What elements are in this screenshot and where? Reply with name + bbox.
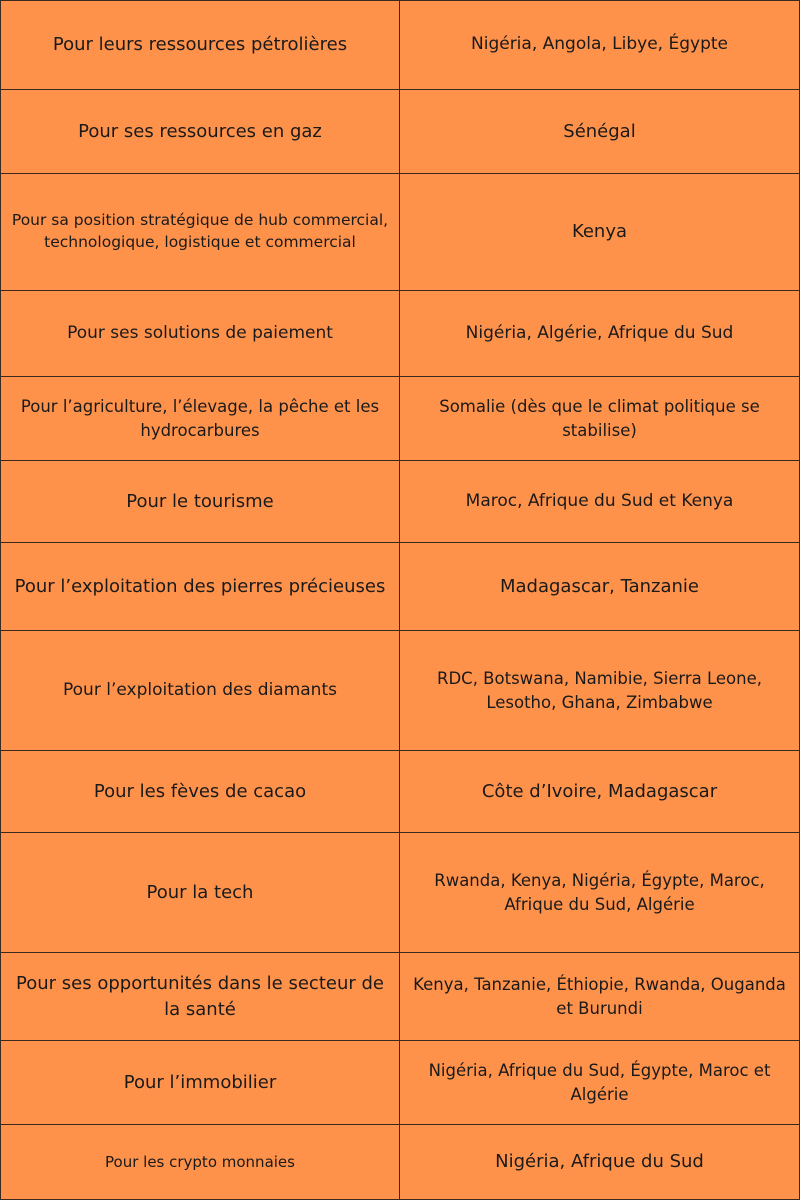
sector-cell: Pour ses solutions de paiement	[0, 291, 400, 376]
countries-cell: Sénégal	[400, 90, 800, 173]
table-row	[0, 0, 800, 89]
countries-cell: Nigéria, Afrique du Sud	[400, 1125, 800, 1199]
sector-cell: Pour les fèves de cacao	[0, 751, 400, 832]
table-row	[0, 832, 800, 952]
countries-cell: RDC, Botswana, Namibie, Sierra Leone, Lesotho, Ghana, Zimbabwe	[400, 631, 800, 750]
table-row	[0, 630, 800, 750]
table-row	[0, 173, 800, 290]
countries-cell: Madagascar, Tanzanie	[400, 543, 800, 630]
sector-cell: Pour les crypto monnaies	[0, 1125, 400, 1199]
countries-cell: Côte d’Ivoire, Madagascar	[400, 751, 800, 832]
countries-cell: Maroc, Afrique du Sud et Kenya	[400, 461, 800, 542]
table-row	[0, 1124, 800, 1200]
sector-cell: Pour l’agriculture, l’élevage, la pêche et les hydrocarbures	[0, 377, 400, 460]
sector-cell: Pour l’exploitation des diamants	[0, 631, 400, 750]
sector-cell: Pour l’exploitation des pierres précieuses	[0, 543, 400, 630]
sector-cell: Pour la tech	[0, 833, 400, 952]
countries-cell: Nigéria, Afrique du Sud, Égypte, Maroc et Algérie	[400, 1041, 800, 1124]
table-row	[0, 542, 800, 630]
sector-cell: Pour le tourisme	[0, 461, 400, 542]
countries-cell: Somalie (dès que le climat politique se stabilise)	[400, 377, 800, 460]
sector-cell: Pour ses opportunités dans le secteur de la santé	[0, 953, 400, 1040]
table-row	[0, 89, 800, 173]
sector-cell: Pour leurs ressources pétrolières	[0, 1, 400, 89]
countries-cell: Nigéria, Angola, Libye, Égypte	[400, 1, 800, 89]
sector-cell: Pour l’immobilier	[0, 1041, 400, 1124]
sector-cell: Pour sa position stratégique de hub commercial, technologique, logistique et commercial	[0, 174, 400, 290]
table-row	[0, 290, 800, 376]
table-row	[0, 952, 800, 1040]
table-row	[0, 1040, 800, 1124]
sector-cell: Pour ses ressources en gaz	[0, 90, 400, 173]
table-row	[0, 460, 800, 542]
table-row	[0, 376, 800, 460]
countries-cell: Kenya, Tanzanie, Éthiopie, Rwanda, Ouganda et Burundi	[400, 953, 800, 1040]
countries-cell: Nigéria, Algérie, Afrique du Sud	[400, 291, 800, 376]
table-row	[0, 750, 800, 832]
countries-cell: Rwanda, Kenya, Nigéria, Égypte, Maroc, Afrique du Sud, Algérie	[400, 833, 800, 952]
countries-cell: Kenya	[400, 174, 800, 290]
